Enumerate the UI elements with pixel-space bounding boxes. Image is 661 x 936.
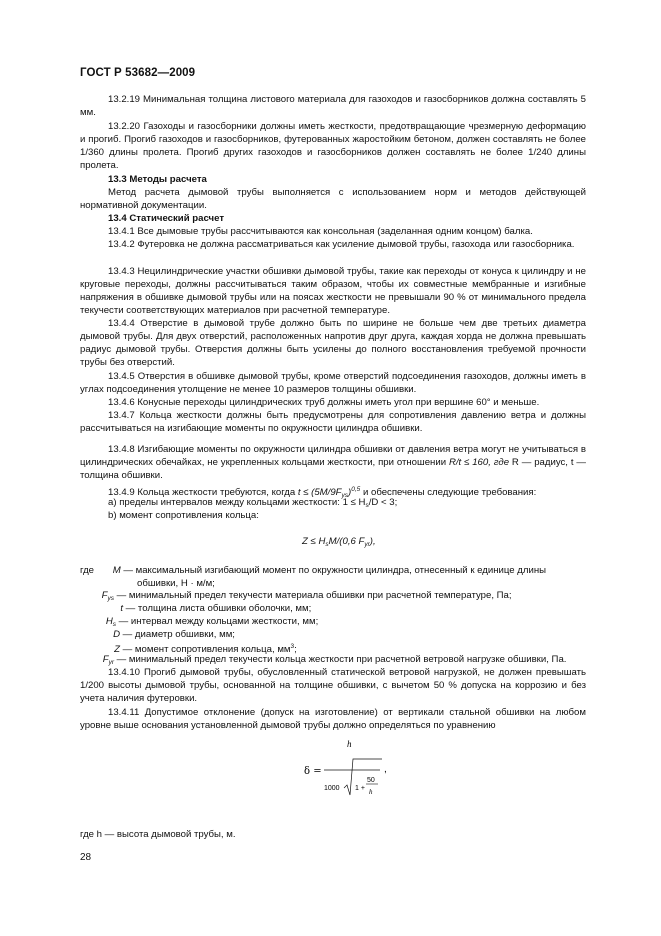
formula-mid: M/(0,6 F [328, 536, 365, 547]
definition-symbol-sub: ys [107, 595, 114, 602]
paragraph-13-2-19: 13.2.19 Минимальная толщина листового материала для газоходов и газосборников должна составлять 5 мм. [80, 94, 586, 118]
formula-den-one-plus: 1 + [355, 785, 365, 792]
paragraph-13-4-9-tail: и обеспечены следующие требования: [362, 487, 537, 498]
formula-comma: , [384, 764, 387, 775]
definition-symbol-sub: yr [108, 659, 114, 666]
formula-den-1000: 1000 [324, 785, 340, 792]
section-heading-13-4: 13.4 Статический расчет [108, 213, 225, 224]
formula-deviation-svg [300, 733, 420, 797]
formula-den-50: 50 [367, 777, 375, 784]
paragraph-13-4-8 [80, 444, 586, 483]
definition-text: — толщина листа обшивки оболочки, мм; [125, 603, 312, 614]
formula-den-h: h [369, 788, 373, 796]
definition-symbol: Z [114, 644, 120, 655]
radius-thickness-note: R — радиус, t — толщина обшивки. [80, 456, 586, 481]
definition-symbol-main: H [105, 616, 113, 627]
formula-end: ), [369, 536, 376, 547]
paragraph-13-4-4: 13.4.4 Отверстие в дымовой трубе должно быть по ширине не больше чем две третьих диаметра дымовой трубы. Для двух отверстий, расположенных напротив друг друга, каждая хорда не должна превышать радиус дымовой трубы. Отверстия должны быть усилены до полного восстановления требуемой прочности трубы без отверстий. [80, 318, 586, 368]
list-item-a-sub: s [365, 502, 369, 509]
paragraph-13-4-1: 13.4.1 Все дымовые трубы рассчитываются как консольная (заделанная одним концом) балка. [108, 226, 533, 237]
ring-condition-close: ) [348, 487, 352, 498]
definition-symbol: M [112, 565, 121, 576]
formula-sub-yr: yr [364, 541, 370, 548]
definition-symbol-sub: s [112, 621, 116, 628]
formula-numerator: h [347, 739, 352, 749]
definition-row [137, 578, 215, 591]
definition-symbol-main: F [101, 590, 108, 601]
list-item-a-text: а) пределы интервалов между кольцами жесткости: 1 ≤ H [108, 497, 366, 508]
paragraph-13-4-8-text: 13.4.8 Изгибающие моменты по окружности цилиндра обшивки от давления ветра могут не учитываться в цилиндрических обечайках, не укрепленных кольцами жесткости, при отношении [80, 444, 586, 468]
definition-text: — минимальный предел текучести кольца жесткости при расчетной ветровой нагрузке обшивки, Па. [116, 654, 567, 665]
paragraph-13-4-10: 13.4.10 Прогиб дымовой трубы, обусловленный статической ветровой нагрузкой, не должен превышать 1/200 высоты дымовой трубы, основанной на толщине обшивки, с вычетом 50 % допуска на коррозию и без учета наличия футеровки. [80, 667, 586, 704]
definition-text: — максимальный изгибающий момент по окружности цилиндра, отнесенный к единице длины [123, 565, 547, 576]
section-heading-13-3: 13.3 Методы расчета [108, 174, 207, 185]
formula-delta-lhs: δ = [304, 766, 322, 777]
definition-symbol-main: F [102, 654, 109, 665]
definition-row [80, 629, 235, 642]
definition-h: где h — высота дымовой трубы, м. [80, 829, 236, 840]
definition-text: — момент сопротивления кольца, $мм^3$; [122, 643, 297, 655]
definition-text: — минимальный предел текучести материала обшивки при расчетной температуре, Па; [116, 590, 512, 601]
ring-condition-sub: ys [341, 492, 349, 499]
document-header: ГОСТ Р 53682—2009 [80, 67, 196, 79]
paragraph-13-4-3: 13.4.3 Нецилиндрические участки обшивки дымовой трубы, такие как переходы от конуса к цилиндру и не круговые переходы, должны рассчитываться таким образом, чтобы их совместные мембранные и изгибные напряжения в обшивке дымовой трубы или на поясах жесткости не превышали 90 % от минимального предела текучести соответствующих материалов при расчетной температуре. [80, 266, 586, 316]
definition-text: обшивки, Н · м/м; [137, 578, 215, 589]
definition-symbol: D [113, 629, 120, 640]
ratio-condition: R/t ≤ 160, где [448, 456, 510, 468]
paragraph-13-4-9-text: 13.4.9 Кольца жесткости требуются, когда [108, 487, 296, 498]
list-item-b: b) момент сопротивления кольца: [108, 510, 259, 521]
definition-text-main: — момент сопротивления кольца, мм [122, 644, 291, 655]
definition-symbol: t [120, 603, 123, 614]
ring-condition-exp: 0,5 [351, 486, 361, 493]
definition-row [80, 603, 311, 616]
formula-lhs: Z ≤ H [302, 536, 326, 547]
definition-text: — интервал между кольцами жесткости, мм; [118, 616, 319, 627]
definition-text-sup: 3 [290, 643, 295, 650]
formula-ring-modulus [302, 536, 376, 548]
formula-sub-s: s [325, 541, 329, 548]
paragraph-13-2-20: 13.2.20 Газоходы и газосборники должны иметь жесткости, предотвращающие чрезмерную деформацию и прогиб. Прогиб газоходов и газосборников, футерованных жаростойким бетоном, должен составлять не более 1/360 длины пролета. Прогиб других газоходов и газосборников должен составлять не более 1/240 длины пролета. [80, 121, 586, 171]
paragraph-13-4-11: 13.4.11 Допустимое отклонение (допуск на изготовление) от вертикали стальной обшивки на любом уровне выше основания установленной дымовой трубы должно определяться по уравнению [80, 707, 586, 731]
definition-lead: где [80, 565, 95, 576]
list-item-a-tail: /D < 3; [368, 497, 398, 508]
page-number: 28 [80, 852, 92, 863]
ring-condition-main: t ≤ (5M/9F [297, 487, 342, 498]
paragraph-13-4-6: 13.4.6 Конусные переходы цилиндрических труб должны иметь угол при вершине 60° и меньше. [108, 397, 540, 408]
paragraph-13-4-5: 13.4.5 Отверстия в обшивке дымовой трубы, кроме отверстий подсоединения газоходов, должны иметь в углах подсоединения утолщение не менее 10 размеров толщины обшивки. [80, 371, 586, 395]
paragraph-13-4-7: 13.4.7 Кольца жесткости должны быть предусмотрены для сопротивления давлению ветра и должны рассчитываться на изгибающие моменты по окружности цилиндра обшивки. [80, 410, 586, 434]
paragraph-13-4-2: 13.4.2 Футеровка не должна рассматриваться как усиление дымовой трубы, газохода или газосборника. [108, 239, 575, 250]
definition-text: — диаметр обшивки, мм; [122, 629, 235, 640]
definition-row [80, 565, 586, 578]
paragraph-13-3: Метод расчета дымовой трубы выполняется с использованием норм и методов действующей нормативной документации. [80, 187, 586, 211]
